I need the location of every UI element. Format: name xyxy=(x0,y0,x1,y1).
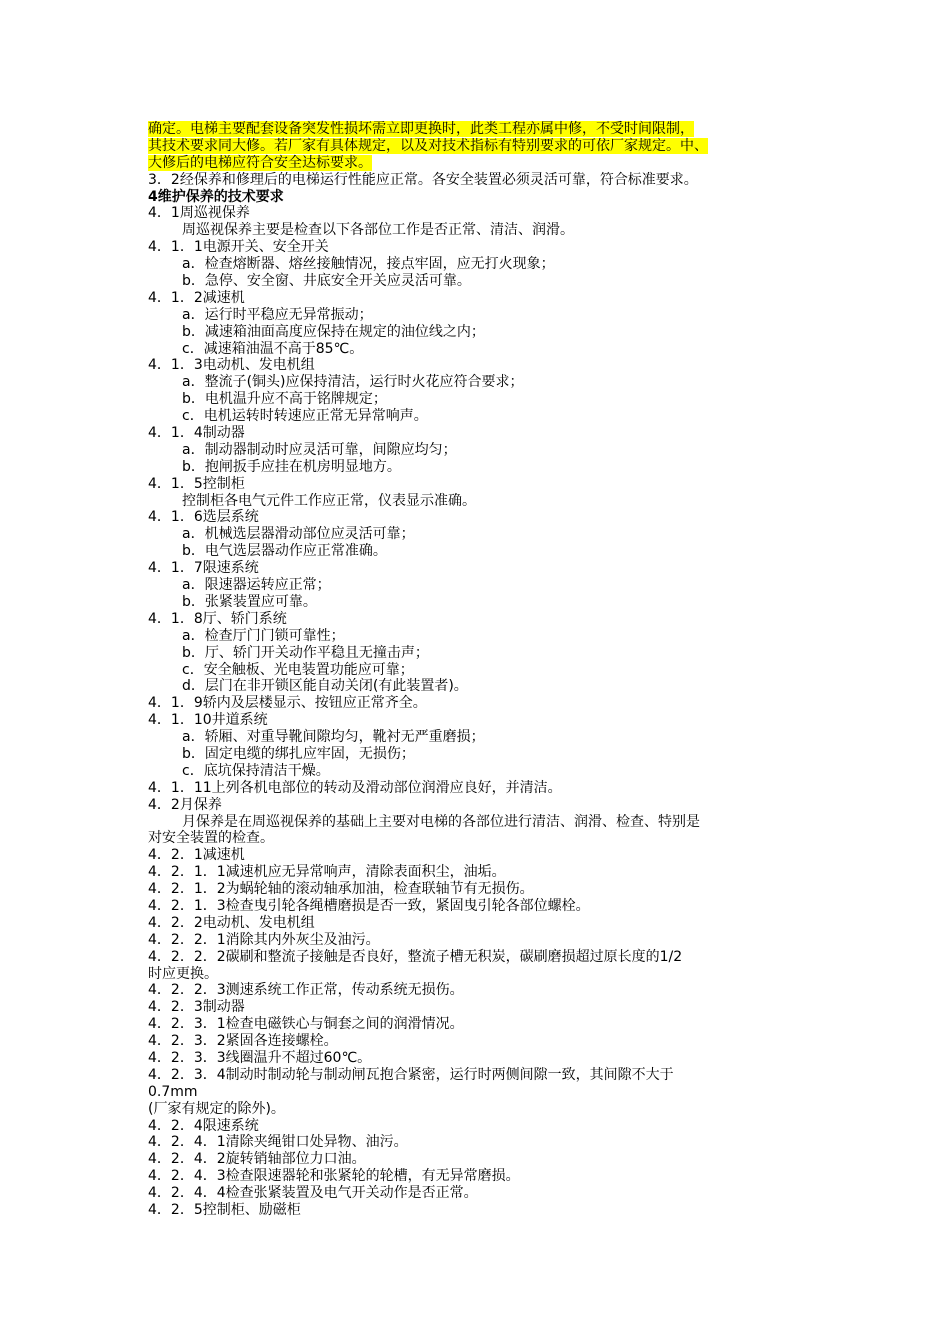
text-line xyxy=(148,1016,828,1033)
text-line xyxy=(148,628,828,645)
text-line xyxy=(148,560,828,577)
text-line-content: a．机械选层器滑动部位应灵活可靠； xyxy=(182,526,415,543)
text-line-content: 时应更换。 xyxy=(148,965,218,982)
text-line-content: 大修后的电梯应符合安全达标要求。 xyxy=(148,154,372,171)
text-line-content: c．电机运转时转速应正常无异常响声。 xyxy=(182,408,428,425)
text-line-content: 4．2．2．1消除其内外灰尘及油污。 xyxy=(148,931,380,948)
text-line-content: b．厅、轿门开关动作平稳且无撞击声； xyxy=(182,644,429,661)
text-line xyxy=(148,290,828,307)
text-line-content: 4．2．3制动器 xyxy=(148,999,245,1016)
text-line-content: a．限速器运转应正常； xyxy=(182,577,331,594)
text-line xyxy=(148,712,828,729)
text-line xyxy=(148,577,828,594)
text-line xyxy=(148,729,828,746)
text-line xyxy=(148,1033,828,1050)
text-line-content: 4．1．10井道系统 xyxy=(148,712,268,729)
text-line xyxy=(148,374,828,391)
text-line-content: 月保养是在周巡视保养的基础上主要对电梯的各部位进行清洁、润滑、检查、特别是 xyxy=(182,813,700,830)
text-line xyxy=(148,543,828,560)
text-line xyxy=(148,222,828,239)
text-line xyxy=(148,341,828,358)
text-line xyxy=(148,1084,828,1101)
text-line-content: c．底坑保持清洁干燥。 xyxy=(182,762,330,779)
text-line-content: b．抱闸扳手应挂在机房明显地方。 xyxy=(182,458,401,475)
text-line-content: 4．1．5控制柜 xyxy=(148,475,245,492)
text-line xyxy=(148,830,828,847)
text-line xyxy=(148,138,828,155)
text-line xyxy=(148,324,828,341)
text-line-content: 4．1．7限速系统 xyxy=(148,560,259,577)
text-line xyxy=(148,155,828,172)
text-line xyxy=(148,442,828,459)
text-line-content: 4．1．1电源开关、安全开关 xyxy=(148,239,329,256)
text-line-content: 4．2．2．2碳刷和整流子接触是否良好，整流子槽无积炭，碳刷磨损超过原长度的1/2 xyxy=(148,948,683,965)
text-line xyxy=(148,273,828,290)
text-line xyxy=(148,172,828,189)
text-line-content: b．减速箱油面高度应保持在规定的油位线之内； xyxy=(182,323,485,340)
text-line-content: c．安全触板、光电装置功能应可靠； xyxy=(182,661,414,678)
text-line xyxy=(148,391,828,408)
text-line-content: a．运行时平稳应无异常振动； xyxy=(182,306,373,323)
text-line xyxy=(148,121,828,138)
text-line xyxy=(148,357,828,374)
text-line-content: b．固定电缆的绑扎应牢固，无损伤； xyxy=(182,745,415,762)
text-line-content: 4．2．2电动机、发电机组 xyxy=(148,914,315,931)
text-line xyxy=(148,1202,828,1219)
text-line-content: a．制动器制动时应灵活可靠，间隙应均匀； xyxy=(182,441,457,458)
text-line xyxy=(148,459,828,476)
text-line-content: 0.7mm xyxy=(148,1083,198,1100)
text-line-content: 4．2．3．1检查电磁铁心与铜套之间的润滑情况。 xyxy=(148,1016,464,1033)
text-line xyxy=(148,493,828,510)
text-line-content: c．减速箱油温不高于85℃。 xyxy=(182,340,364,357)
text-line-content: 4．2．4．1清除夹绳钳口处异物、油污。 xyxy=(148,1134,408,1151)
text-line-content: a．检查熔断器、熔丝接触情况，接点牢固，应无打火现象； xyxy=(182,256,555,273)
text-line xyxy=(148,780,828,797)
text-line-content: 4．1．6选层系统 xyxy=(148,509,259,526)
text-line-content: 4．2．5控制柜、励磁柜 xyxy=(148,1202,301,1218)
text-line-content: 4．2．4．3检查限速器轮和张紧轮的轮槽，有无异常磨损。 xyxy=(148,1168,520,1185)
text-line-content: 4．1．8厅、轿门系统 xyxy=(148,610,287,627)
text-line xyxy=(148,645,828,662)
text-line xyxy=(148,526,828,543)
text-line xyxy=(148,205,828,222)
text-line xyxy=(148,999,828,1016)
text-line xyxy=(148,408,828,425)
text-line-content: 4．2．4．2旋转销轴部位力口油。 xyxy=(148,1151,366,1168)
text-line-content: 4．2．1．2为蜗轮轴的滚动轴承加油，检查联轴节有无损伤。 xyxy=(148,881,534,898)
text-line-content: 确定。电梯主要配套设备突发性损坏需立即更换时，此类工程亦属中修，不受时间限制， xyxy=(148,121,694,137)
text-line xyxy=(148,982,828,999)
text-line xyxy=(148,476,828,493)
text-line xyxy=(148,881,828,898)
text-line-content: 4．2．1减速机 xyxy=(148,847,245,864)
text-line xyxy=(148,662,828,679)
text-line-content: a．轿厢、对重导靴间隙均匀，靴衬无严重磨损； xyxy=(182,729,485,746)
section-heading xyxy=(148,189,828,206)
text-line xyxy=(148,898,828,915)
text-line xyxy=(148,509,828,526)
text-line-content: 4．2．2．3测速系统工作正常，传动系统无损伤。 xyxy=(148,982,464,999)
text-line xyxy=(148,1101,828,1118)
text-line xyxy=(148,695,828,712)
text-line-content: 3．2经保养和修理后的电梯运行性能应正常。各安全装置必须灵活可靠，符合标准要求。 xyxy=(148,171,698,188)
text-line xyxy=(148,1151,828,1168)
text-line xyxy=(148,864,828,881)
text-line xyxy=(148,307,828,324)
text-line xyxy=(148,763,828,780)
text-line-content: 4维护保养的技术要求 xyxy=(148,188,284,205)
text-line xyxy=(148,932,828,949)
text-line-content: a．整流子(铜头)应保持清洁，运行时火花应符合要求； xyxy=(182,374,524,391)
text-line-content: 4．1．2减速机 xyxy=(148,289,245,306)
text-line xyxy=(148,949,828,966)
text-line xyxy=(148,915,828,932)
text-line xyxy=(148,814,828,831)
text-line-content: 4．2．3．2紧固各连接螺栓。 xyxy=(148,1033,338,1050)
text-line-content: 4．2．4．4检查张紧装置及电气开关动作是否正常。 xyxy=(148,1185,478,1202)
text-line-content: a．检查厅门门锁可靠性； xyxy=(182,627,345,644)
text-line xyxy=(148,966,828,983)
text-line-content: 4．2．4限速系统 xyxy=(148,1117,259,1134)
text-line xyxy=(148,425,828,442)
text-line-content: 4．1周巡视保养 xyxy=(148,205,250,222)
text-line-content: 4．1．9轿内及层楼显示、按钮应正常齐全。 xyxy=(148,695,427,712)
text-line-content: 对安全装置的检查。 xyxy=(148,830,274,847)
text-line xyxy=(148,1118,828,1135)
document-body xyxy=(148,121,828,1219)
text-line-content: 其技术要求同大修。若厂家有具体规定，以及对技术指标有特别要求的可依厂家规定。中、 xyxy=(148,137,708,154)
text-line-content: 控制柜各电气元件工作应正常，仪表显示准确。 xyxy=(182,492,476,509)
text-line-content: (厂家有规定的除外)。 xyxy=(148,1100,285,1117)
text-line xyxy=(148,678,828,695)
text-line xyxy=(148,797,828,814)
text-line-content: b．电气选层器动作应正常准确。 xyxy=(182,543,387,560)
text-line-content: 4．2．3．3线圈温升不超过60℃。 xyxy=(148,1049,372,1066)
text-line-content: 4．1．4制动器 xyxy=(148,425,245,442)
text-line-content: 4．2．1．3检查曳引轮各绳槽磨损是否一致，紧固曳引轮各部位螺栓。 xyxy=(148,897,590,914)
text-line-content: b．电机温升应不高于铭牌规定； xyxy=(182,391,387,408)
text-line-content: d．层门在非开锁区能自动关闭(有此装置者)。 xyxy=(182,678,468,695)
text-line xyxy=(148,847,828,864)
text-line-content: 4．2月保养 xyxy=(148,796,222,813)
text-line xyxy=(148,1185,828,1202)
text-line xyxy=(148,239,828,256)
text-line xyxy=(148,256,828,273)
text-line-content: b．张紧装置应可靠。 xyxy=(182,593,317,610)
text-line-content: 4．1．3电动机、发电机组 xyxy=(148,357,315,374)
text-line xyxy=(148,1134,828,1151)
text-line-content: 4．2．1．1减速机应无异常响声，清除表面积尘，油垢。 xyxy=(148,864,506,881)
text-line xyxy=(148,1067,828,1084)
text-line xyxy=(148,746,828,763)
text-line-content: b．急停、安全窗、井底安全开关应灵活可靠。 xyxy=(182,273,471,290)
text-line-content: 4．2．3．4制动时制动轮与制动闸瓦抱合紧密，运行时两侧间隙一致，其间隙不大于 xyxy=(148,1066,674,1083)
text-line-content: 周巡视保养主要是检查以下各部位工作是否正常、清洁、润滑。 xyxy=(182,222,574,239)
text-line xyxy=(148,594,828,611)
text-line xyxy=(148,1050,828,1067)
text-line xyxy=(148,1168,828,1185)
text-line xyxy=(148,611,828,628)
text-line-content: 4．1．11上列各机电部位的转动及滑动部位润滑应良好，并清洁。 xyxy=(148,779,562,796)
